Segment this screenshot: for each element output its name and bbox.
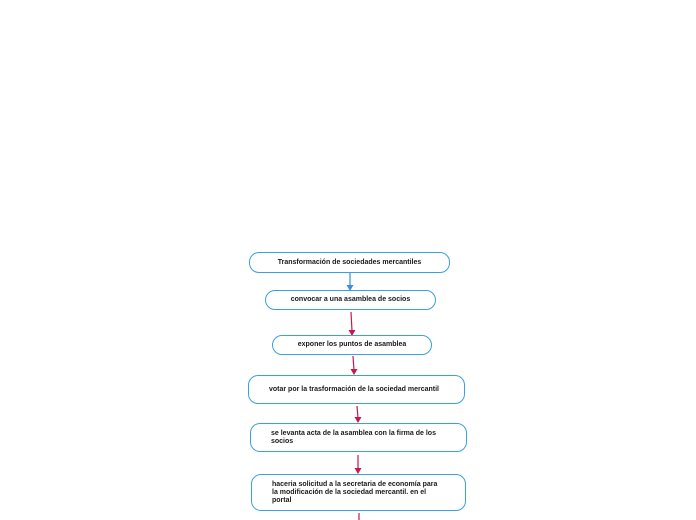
node-label: se levanta acta de la asamblea con la firma de los socios — [271, 429, 436, 445]
edge-n4-n5 — [355, 406, 362, 423]
node-votar-transformacion[interactable] — [248, 375, 465, 404]
edge-n1-n2 — [347, 273, 354, 291]
edge-n2-n3 — [349, 312, 356, 336]
node-label: convocar a una asamblea de socios — [290, 296, 411, 303]
node-solicitud-secretaria[interactable] — [251, 474, 466, 511]
edge-line — [357, 406, 358, 418]
edge-n5-n6 — [355, 455, 362, 474]
node-label: exponer los puntos de asamblea — [297, 341, 407, 348]
node-label: votar por la trasformación de la sociedad mercantil — [269, 385, 439, 393]
node-levantar-acta[interactable] — [250, 423, 467, 452]
node-label: Transformación de sociedades mercantiles — [277, 258, 422, 266]
node-transformacion[interactable] — [249, 252, 450, 273]
edge-n3-n4 — [351, 356, 358, 375]
node-convocar-asamblea[interactable] — [265, 290, 436, 310]
node-label: haceria solicitud a la secretaria de economía para la modificación de la sociedad mercantil. en el portal — [272, 480, 438, 504]
node-exponer-puntos[interactable] — [272, 335, 432, 355]
edge-line — [353, 356, 354, 370]
edge-line — [351, 312, 352, 331]
